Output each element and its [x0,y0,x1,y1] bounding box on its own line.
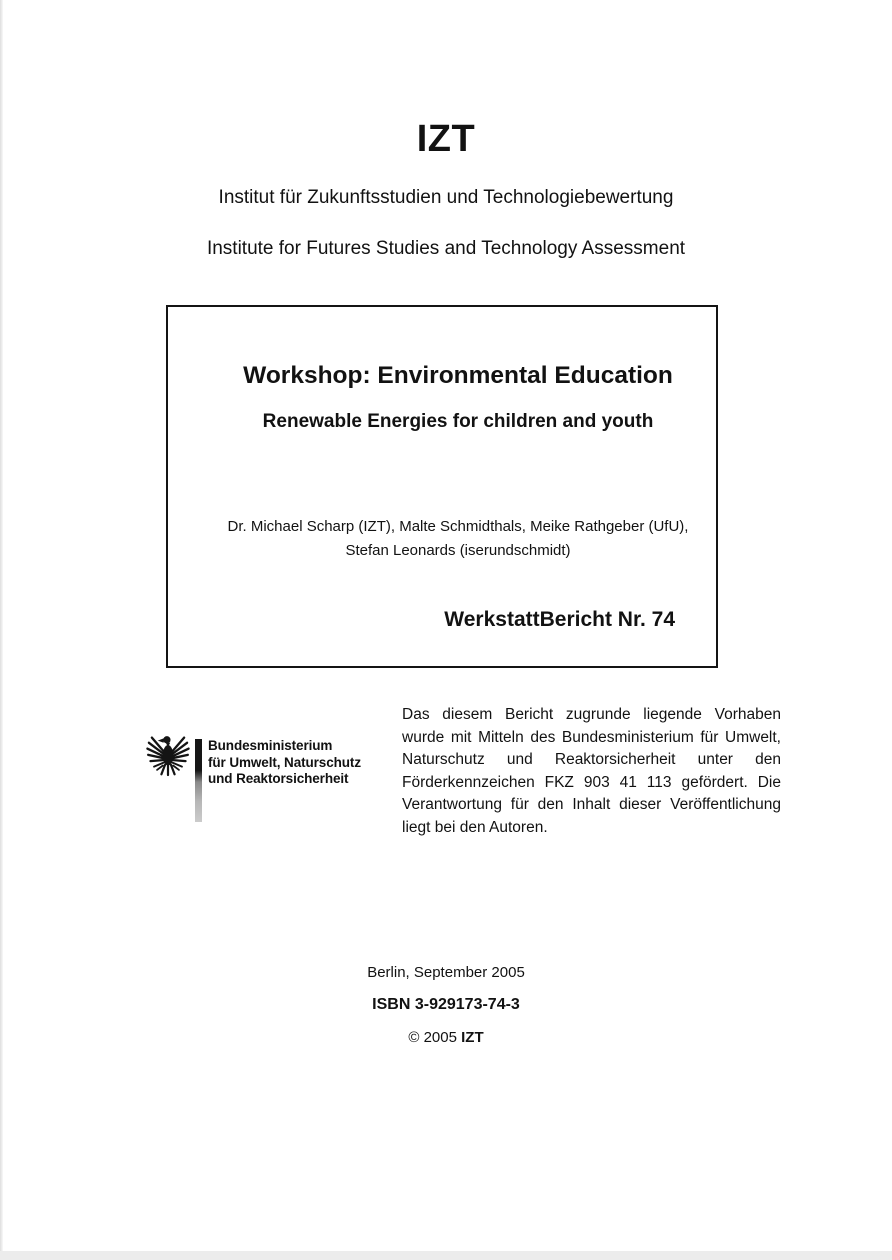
institute-name-english: Institute for Futures Studies and Technology Assessment [206,238,686,259]
ministry-logo-bar [195,739,202,822]
institute-acronym: IZT [416,118,476,160]
copyright-prefix: © 2005 [408,1029,462,1046]
funding-note: Das diesem Bericht zugrunde liegende Vorhaben wurde mit Mitteln des Bundesministerium für Umwelt, Naturschutz und Reaktorsicherheit unter den Förderkennzeichen FKZ 903 41 113 gefördert. Die Verantwortung für den Inhalt dieser Veröffentlichung liegt bei den Autoren. [402,706,781,836]
copyright-line [0,1029,892,1046]
copyright-owner: IZT [461,1029,484,1046]
authors-block [200,515,716,562]
isbn: ISBN 3-929173-74-3 [372,996,520,1013]
report-subtitle: Renewable Energies for children and youth [262,411,654,432]
bundesadler-eagle-icon [146,731,190,778]
page-bottom-edge [0,1251,892,1260]
ministry-name-line-1: Bundesministerium [208,738,333,753]
authors-line-2: Stefan Leonards (iserundschmidt) [345,541,571,559]
authors-line-1: Dr. Michael Scharp (IZT), Malte Schmidthals, Meike Rathgeber (UfU), [227,518,689,535]
ministry-name-line-3: und Reaktorsicherheit [208,771,349,786]
report-title-box [166,305,718,668]
ministry-name-line-2: für Umwelt, Naturschutz [208,754,361,770]
report-title: Workshop: Environmental Education [243,362,673,389]
ministry-logo [146,729,396,829]
institute-name-german: Institut für Zukunftsstudien und Technologiebewertung [218,187,674,208]
place-and-date: Berlin, September 2005 [367,964,525,981]
report-series-number: WerkstattBericht Nr. 74 [444,608,675,631]
ministry-name [208,738,361,788]
